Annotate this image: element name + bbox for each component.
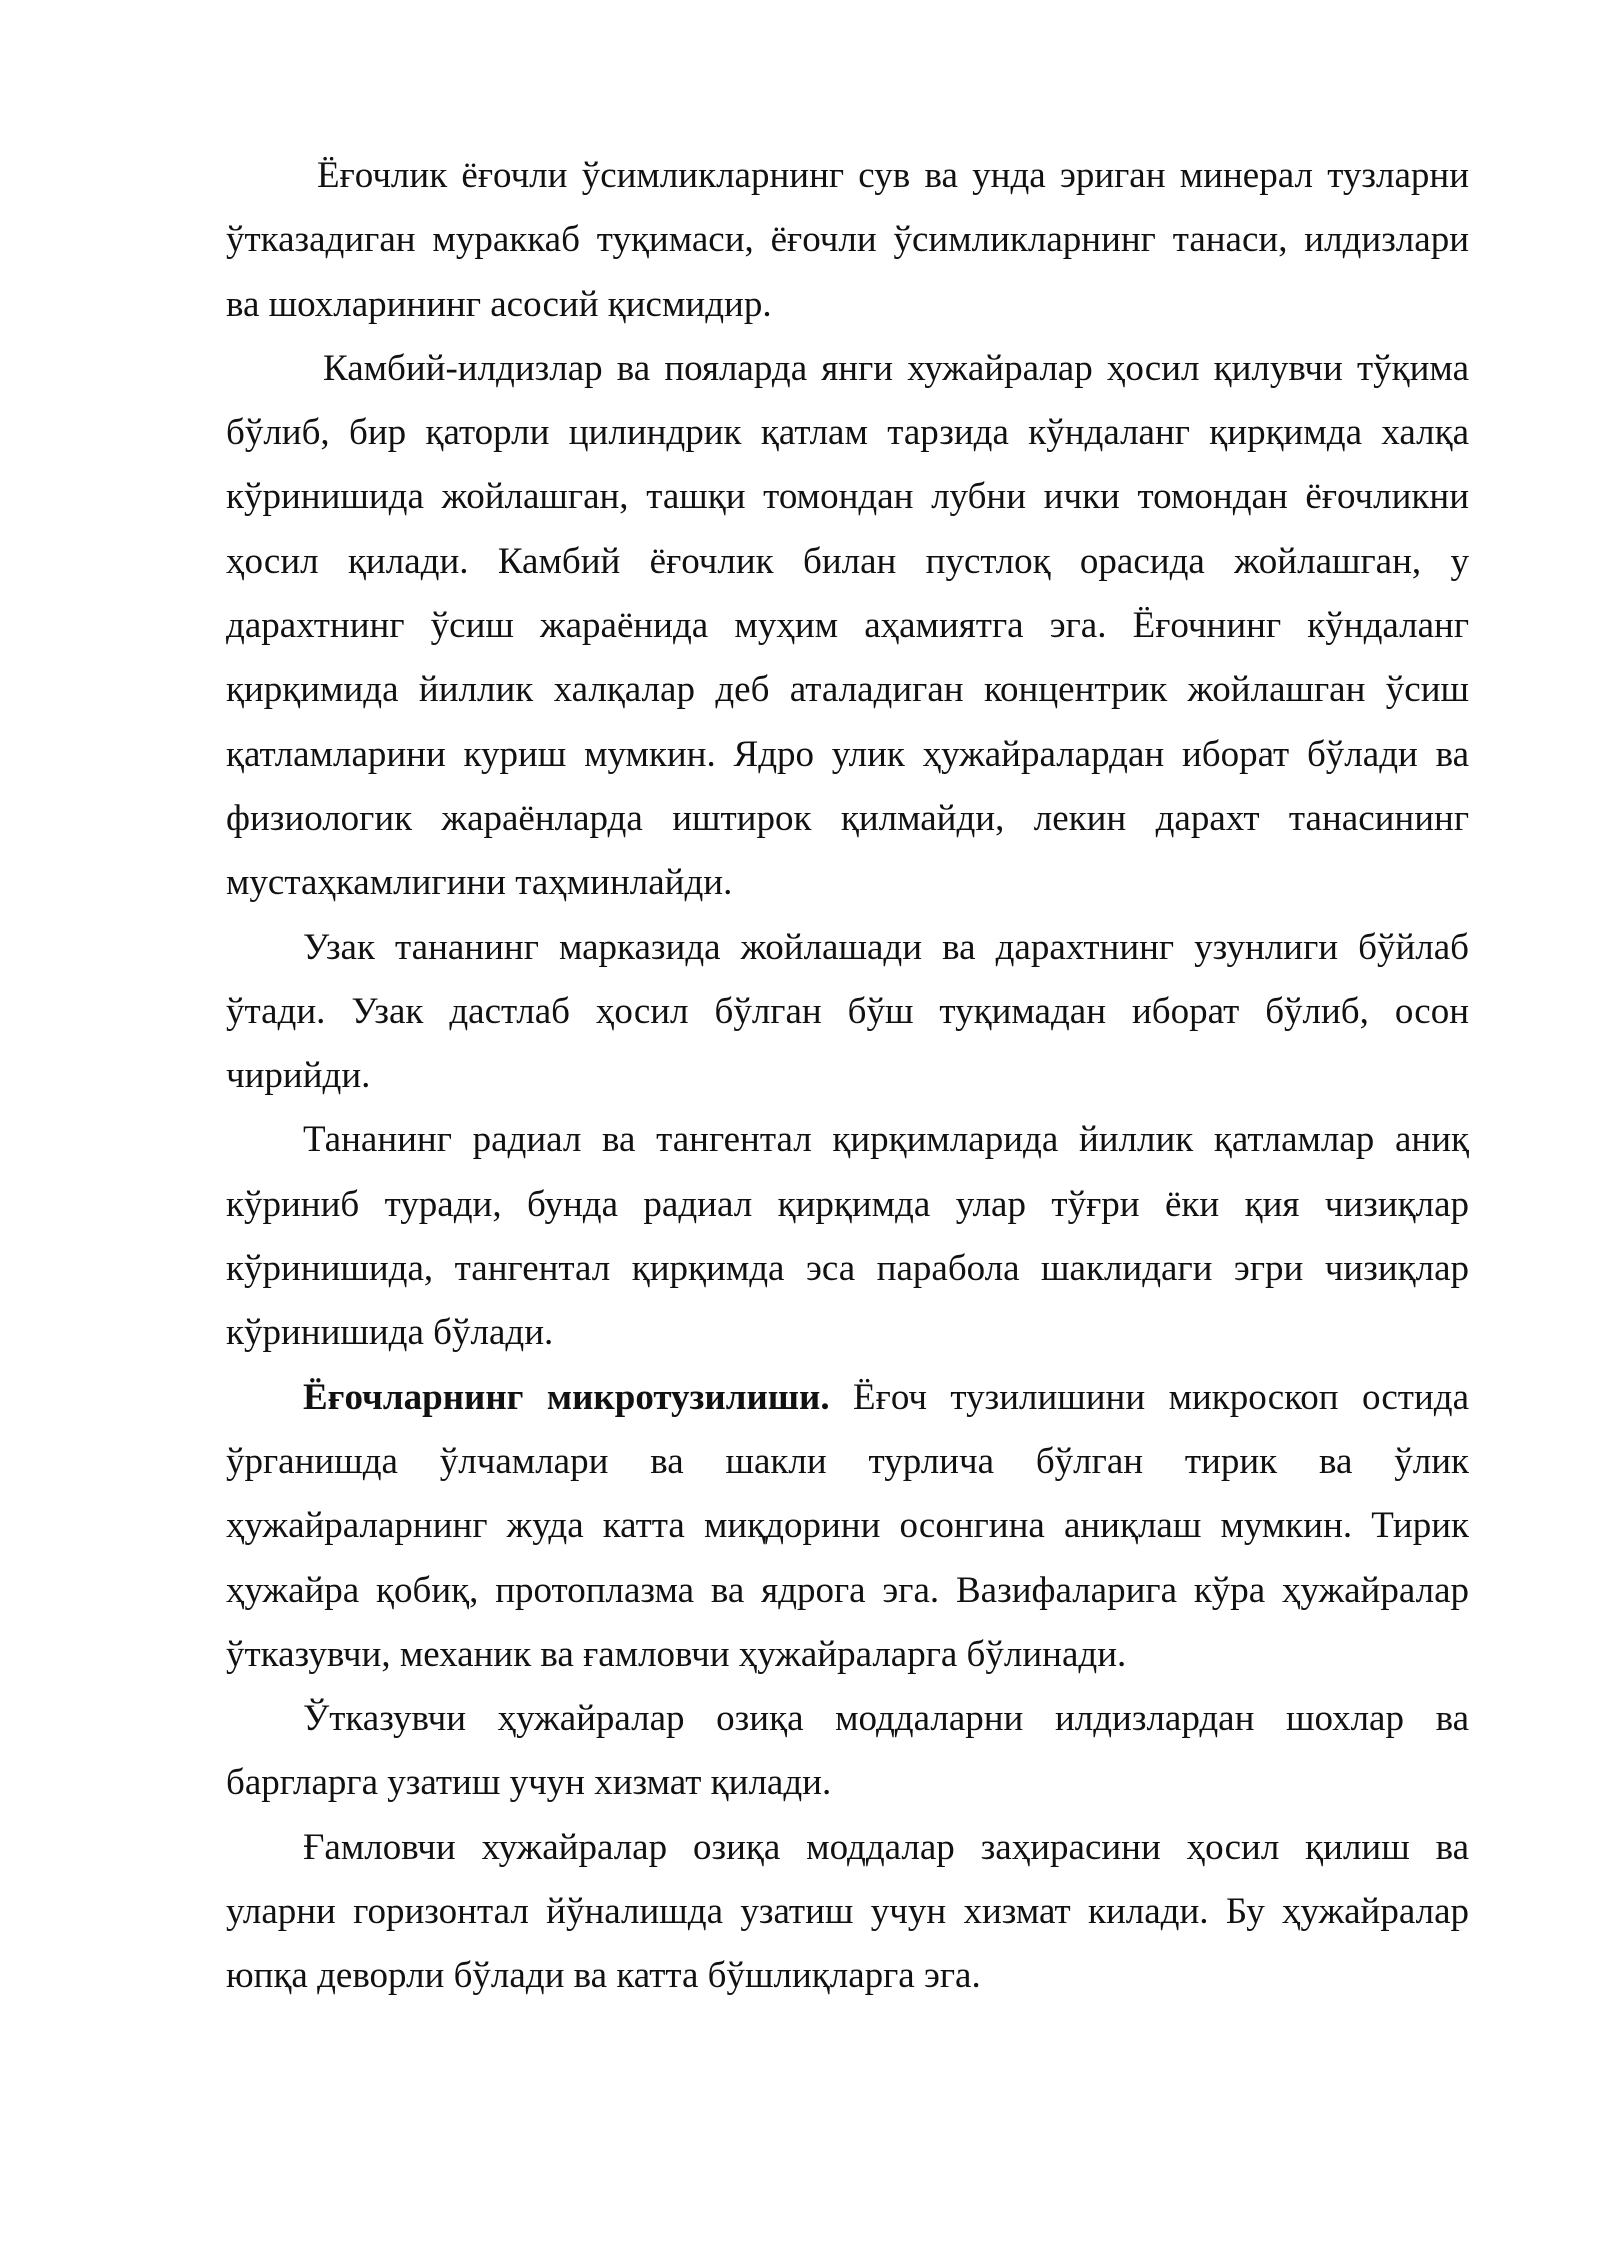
text-line: кўриниб туради, бунда радиал қирқимда улар тўғри ёки қия чизиқлар [226, 1183, 1469, 1225]
text-line: кўринишида бўлади. [226, 1312, 554, 1354]
paragraph [226, 916, 1469, 1109]
text-line: ўрганишда ўлчамлари ва шакли турлича бўлган тирик ва ўлик [226, 1440, 1469, 1482]
paragraph [226, 337, 1469, 916]
text-line: ҳосил қилади. Камбий ёғочлик билан пустлоқ орасида жойлашган, у [226, 540, 1469, 582]
text-line: ва шохларининг асосий қисмидир. [226, 283, 772, 325]
text-line: кўринишида жойлашган, ташқи томондан лубни ички томондан ёғочликни [226, 476, 1469, 518]
text-line: ҳужайра қобиқ, протоплазма ва ядрога эга. Вазифаларига кўра ҳужайралар [226, 1569, 1469, 1611]
text-line: қирқимида йиллик халқалар деб аталадиган концентрик жойлашган ўсиш [226, 669, 1469, 711]
paragraph [226, 1687, 1469, 1816]
text-line: юпқа деворли бўлади ва катта бўшлиқларга эга. [226, 1955, 981, 1997]
text-line: Узак тананинг марказида жойлашади ва дарахтнинг узунлиги бўйлаб [303, 926, 1469, 968]
text-line: ҳужайраларнинг жуда катта миқдорини осонгина аниқлаш мумкин. Тирик [226, 1505, 1469, 1547]
text-line: қатламларини куриш мумкин. Ядро улик ҳужайралардан иборат бўлади ва [226, 733, 1469, 775]
text-line: Ўтказувчи ҳужайралар озиқа моддаларни илдизлардан шохлар ва [303, 1698, 1469, 1740]
text-line: дарахтнинг ўсиш жараёнида муҳим аҳамиятга эга. Ёғочнинг кўндаланг [226, 605, 1469, 647]
text-line: бўлиб, бир қаторли цилиндрик қатлам тарзида кўндаланг қирқимда халқа [226, 412, 1469, 454]
text-line: физиологик жараёнларда иштирок қилмайди, лекин дарахт танасининг [226, 797, 1469, 839]
text-line: кўринишида, тангентал қирқимда эса парабола шаклидаги эгри чизиқлар [226, 1248, 1469, 1290]
text-line [226, 1366, 1469, 1430]
document-body [226, 144, 1469, 2009]
text-line: ўтказадиган мураккаб туқимаси, ёғочли ўсимликларнинг танаси, илдизлари [226, 219, 1469, 261]
text-line: Ёғочлик ёғочли ўсимликларнинг сув ва унда эриган минерал тузларни [317, 155, 1469, 196]
text-line: Ғамловчи хужайралар озиқа моддалар заҳирасини ҳосил қилиш ва [303, 1826, 1469, 1868]
text-line: ўтказувчи, механик ва ғамловчи ҳужайраларга бўлинади. [226, 1633, 1127, 1675]
text-line: Тананинг радиал ва тангентал қирқимларида йиллик қатламлар аниқ [303, 1119, 1469, 1161]
text-line: уларни горизонтал йўналишда узатиш учун хизмат килади. Бу ҳужайралар [226, 1891, 1469, 1933]
text-line: баргларга узатиш учун хизмат қилади. [226, 1762, 832, 1804]
text-line: ўтади. Узак дастлаб ҳосил бўлган бўш туқимадан иборат бўлиб, осон [226, 990, 1469, 1032]
paragraph [226, 144, 1469, 337]
text-line: мустаҳкамлигини таҳминлайди. [226, 862, 733, 904]
text-line-content: Ёғоч тузилишини микроскоп остида [853, 1376, 1470, 1418]
paragraph [226, 1366, 1469, 1687]
text-line: Камбий-илдизлар ва пояларда янги хужайралар ҳосил қилувчи тўқима [323, 347, 1469, 389]
paragraph [226, 1816, 1469, 2009]
paragraph [226, 1108, 1469, 1365]
text-line: чирийди. [226, 1055, 371, 1097]
inline-section-heading: Ёғочларнинг микротузилиши. [303, 1376, 830, 1418]
